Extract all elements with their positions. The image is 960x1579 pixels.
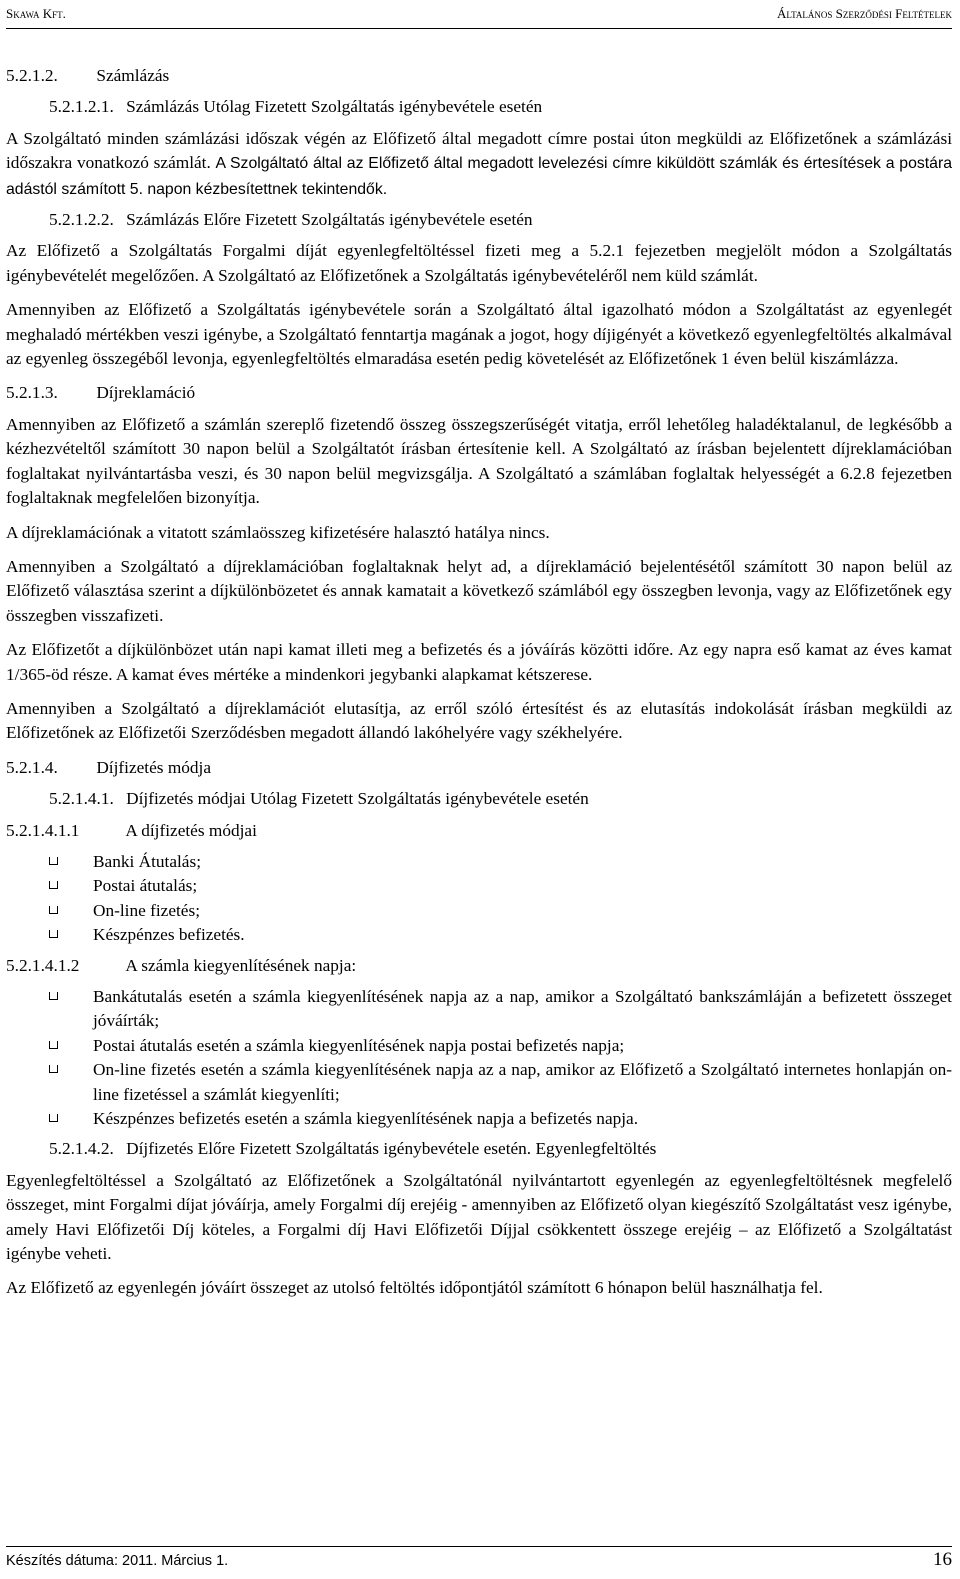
section-title: Díjfizetés módja	[96, 757, 212, 777]
paragraph: Amennyiben az Előfizető a Szolgáltatás igénybevétele során a Szolgáltató által igazolható módon a Szolgáltatást az egyenlegét meghaladó mértékben veszi igénybe, a Szolgáltató fenntartja magának a jogot, hogy díjigényét a következő egyenlegfeltöltés alkalmával az egyenleg összegéből levonja, egyenlegfeltöltés elmaradása esetén pedig követelését az Előfizetőnek 1 éven belül kiszámlázza.	[6, 300, 952, 369]
section-title: Számlázás Utólag Fizetett Szolgáltatás igénybevétele esetén	[126, 97, 543, 117]
list-item-text: Készpénzes befizetés.	[93, 925, 245, 945]
paragraph	[6, 239, 952, 288]
section-number: 5.2.1.2.	[6, 66, 58, 85]
list-item	[6, 850, 952, 874]
section-number: 5.2.1.3.	[6, 383, 58, 403]
section-number: 5.2.1.2.1.	[49, 97, 114, 117]
paragraph: Amennyiben az Előfizető a számlán szereplő fizetendő összeg összegszerűségét vitatja, erről lehetőleg haladéktalanul, de legkésőbb a kézhezvételtől számított 30 napon belül a Szolgáltatót írásban értesítenie kell. A Szolgáltató az írásban bejelentett díjreklamációban foglaltakat nyilvántartásba veszi, és 30 napon belül megvizsgálja. A Szolgáltató a számlában foglaltak helyességét a 6.2.8 fejezetben foglaltaknak megfelelően bizonyítja.	[6, 414, 952, 508]
section-number: 5.2.1.2.2.	[49, 210, 114, 230]
list-item	[6, 874, 952, 898]
list-item	[6, 1058, 952, 1107]
bullet-icon	[49, 1065, 58, 1073]
paragraph	[6, 127, 952, 202]
paragraph: Az Előfizető az egyenlegén jóváírt összeget az utolsó feltöltés időpontjától számított 6 hónapon belül használhatja fel.	[6, 1278, 823, 1298]
paragraph: Egyenlegfeltöltéssel a Szolgáltató az Előfizetőnek a Szolgáltatónál nyilvántartott egyenlegén az egyenlegfeltöltésnek megfelelő összeget, mint Forgalmi díjat jóváírja, amely Forgalmi díj erejéig - amennyiben az Előfizető olyan kiegészítő Szolgáltatást vesz igénybe, amely Havi Előfizetői Díj köteles, a Forgalmi díj Havi Előfizetői Díjjal csökkentett összege erejéig – az Előfizető a Szolgáltatást igénybe veheti.	[6, 1170, 952, 1264]
list-item	[6, 985, 952, 1034]
list-item-text: On-line fizetés;	[93, 900, 201, 920]
list-item-text: Postai átutalás esetén a számla kiegyenlítésének napja postai befizetés napja;	[93, 1035, 625, 1055]
bullet-icon	[49, 930, 58, 938]
paragraph-text: Az Előfizető a Szolgáltatás Forgalmi díját egyenlegfeltöltéssel fizeti meg a 5.2.1 fejezetben megjelölt módon a Szolgáltatás igénybevételét megelőzően.	[6, 241, 952, 285]
section-title: A számla kiegyenlítésének napja:	[125, 955, 357, 975]
list-item-text: Postai átutalás;	[93, 876, 198, 896]
bullet-icon	[49, 906, 58, 914]
section-title: Díjreklamáció	[96, 383, 196, 403]
section-number: 5.2.1.4.1.1	[6, 820, 80, 840]
subsection-heading	[6, 787, 952, 811]
company-name: Skawa Kft.	[6, 6, 66, 21]
section-title: Számlázás Előre Fizetett Szolgáltatás igénybevétele esetén	[126, 210, 533, 230]
page-footer	[6, 1546, 952, 1573]
list-item	[6, 923, 952, 947]
list-item-text: Bankátutalás esetén a számla kiegyenlítésének napja az a nap, amikor a Szolgáltató bankszámláján a befizetett összeget jóváírták;	[93, 987, 952, 1031]
list-item	[6, 899, 952, 923]
section-number: 5.2.1.4.1.2	[6, 955, 80, 975]
bullet-icon	[49, 857, 58, 865]
settlement-date-list	[6, 985, 952, 1131]
paragraph: Amennyiben a Szolgáltató a díjreklamációban foglaltaknak helyt ad, a díjreklamáció bejelentésétől számított 30 napon belül az Előfizető választása szerint a díjkülönbözetet és annak kamatait a következő számlából egy összegben levonja, vagy az Előfizetőnek egy összegben visszafizeti.	[6, 556, 952, 625]
page-number: 16	[933, 1549, 952, 1570]
bullet-icon	[49, 992, 58, 1000]
section-title: Díjfizetés módjai Utólag Fizetett Szolgáltatás igénybevétele esetén	[126, 789, 589, 809]
document-title: Általános Szerződési Feltételek	[777, 6, 952, 21]
bullet-icon	[49, 1041, 58, 1049]
paragraph: A díjreklamációnak a vitatott számlaösszeg kifizetésére halasztó hatálya nincs.	[6, 522, 550, 542]
paragraph: Amennyiben a Szolgáltató a díjreklamációt elutasítja, az erről szóló értesítést és az elutasítás indokolását írásban megküldi az Előfizetőnek az Előfizetői Szerződésben megadott állandó lakóhelyére vagy székhelyére.	[6, 698, 952, 743]
subsection-heading	[6, 95, 952, 119]
section-number: 5.2.1.4.1.	[49, 789, 114, 809]
section-title: A díjfizetés módjai	[125, 820, 257, 840]
section-title: Számlázás	[96, 66, 170, 85]
section-heading	[6, 64, 952, 88]
paragraph-text: A Szolgáltató által az Előfizető által megadott levelezési címre kiküldött számlák és értesítések a postára adástól számított 5. napon kézbesítettnek tekintendők.	[6, 155, 952, 198]
payment-methods-list	[6, 850, 952, 948]
subsection-heading	[6, 954, 952, 978]
section-title: Díjfizetés Előre Fizetett Szolgáltatás igénybevétele esetén. Egyenlegfeltöltés	[126, 1139, 657, 1159]
paragraph: Az Előfizetőt a díjkülönbözet után napi kamat illeti meg a befizetés és a jóváírás közötti időre. Az egy napra eső kamat az éves kamat 1/365-öd része. A kamat éves mértéke a mindenkori jegybanki alapkamat kétszerese.	[6, 640, 952, 684]
section-heading	[6, 381, 952, 405]
list-item-text: Készpénzes befizetés esetén a számla kiegyenlítésének napja a befizetés napja.	[93, 1109, 639, 1129]
list-item	[6, 1107, 952, 1131]
subsection-heading	[6, 1137, 952, 1161]
paragraph-text: A Szolgáltató az Előfizetőnek a Szolgáltatás igénybevételéről nem küld számlát.	[202, 265, 758, 285]
page-header	[6, 4, 952, 29]
list-item-text: Banki Átutalás;	[93, 851, 201, 871]
bullet-icon	[49, 881, 58, 889]
document-body	[6, 64, 952, 1311]
subsection-heading	[6, 819, 952, 843]
list-item-text: On-line fizetés esetén a számla kiegyenlítésének napja az a nap, amikor az Előfizető a Szolgáltató internetes honlapján on-line fizetéssel a számlát kiegyenlíti;	[93, 1060, 952, 1104]
section-heading	[6, 756, 952, 780]
paragraph-text: A Szolgáltató minden számlázási időszak végén az Előfizető által megadott címre postai úton megküldi az Előfizetőnek a számlázási időszakra vonatkozó számlát.	[6, 128, 952, 173]
bullet-icon	[49, 1114, 58, 1122]
subsection-heading	[6, 208, 952, 232]
section-number: 5.2.1.4.	[6, 757, 58, 777]
section-number: 5.2.1.4.2.	[49, 1139, 114, 1159]
list-item	[6, 1034, 952, 1058]
creation-date: Készítés dátuma: 2011. Március 1.	[6, 1553, 229, 1569]
